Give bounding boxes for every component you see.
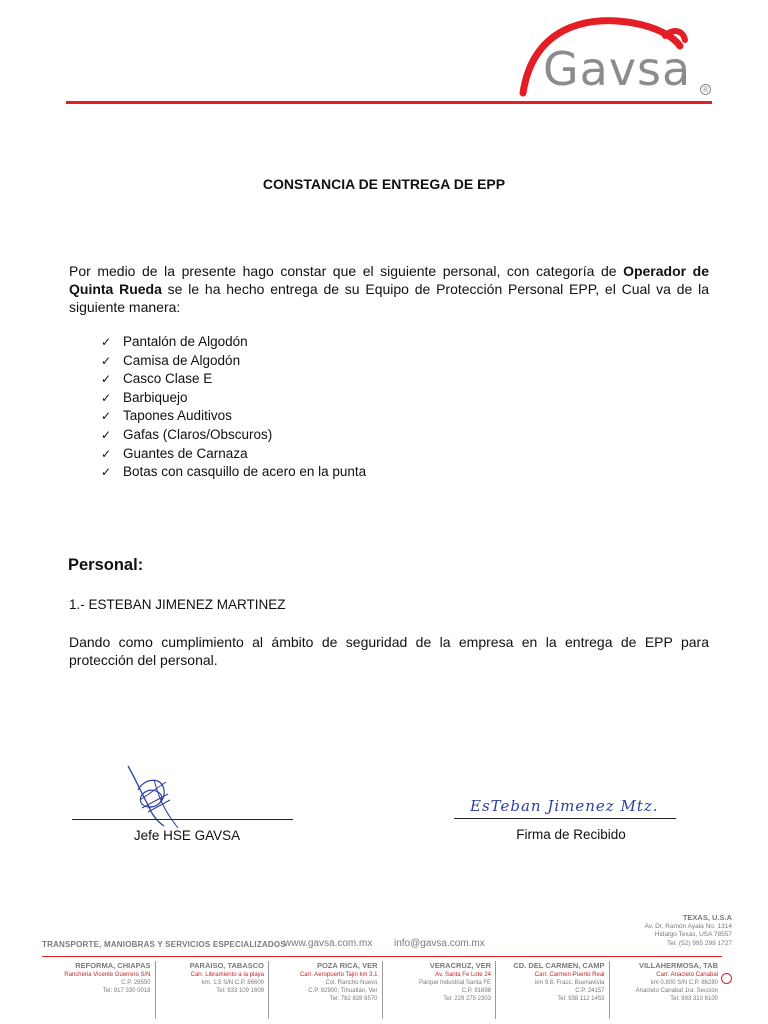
- check-icon: ✓: [101, 446, 112, 461]
- office-block: [268, 961, 382, 1019]
- list-item-label: Camisa de Algodón: [123, 352, 241, 368]
- signature-line-right: [454, 818, 676, 819]
- office-phone: Tel: 938 112 1453: [557, 996, 605, 1002]
- office-address-line: Col. Rancho Nuevo: [325, 980, 378, 986]
- footer-offices: [42, 961, 722, 1019]
- office-block: [382, 961, 496, 1019]
- office-address-line: C.P. 24157: [575, 988, 605, 994]
- company-logo: Gavsa: [543, 42, 692, 96]
- office-address-line: Rancheria Vicente Guerrero S/N: [64, 972, 151, 978]
- office-block: [495, 961, 609, 1019]
- footer-texas-office: [645, 914, 732, 948]
- signature-line-left: [72, 819, 293, 820]
- office-city: VERACRUZ, VER: [429, 961, 491, 970]
- office-address-line: Av. Santa Fe Lote 24: [435, 972, 491, 978]
- check-icon: ✓: [101, 372, 112, 387]
- intro-paragraph: [69, 262, 709, 316]
- office-address-line: Hidalgo Texas, USA 78557: [654, 931, 732, 938]
- office-address-line: Parque Industrial Santa FE: [418, 980, 491, 986]
- list-item-label: Gafas (Claros/Obscuros): [123, 426, 273, 442]
- office-city: TEXAS, U.S.A: [682, 913, 732, 922]
- office-address-line: Carr. Anacleto Canabal: [656, 972, 718, 978]
- office-address-line: km. 1.5 S/N C.P. 86600: [201, 980, 264, 986]
- office-city: PARAISO, TABASCO: [189, 961, 264, 970]
- office-address-line: C.P. 92900, Tihuatlán, Ver: [308, 988, 378, 994]
- office-block: [609, 961, 723, 1019]
- list-item: [101, 407, 366, 426]
- list-item-label: Botas con casquillo de acero en la punta: [123, 464, 367, 480]
- office-address-line: km 9.8, Fracc. Buenavista: [535, 980, 605, 986]
- check-icon: ✓: [101, 427, 112, 442]
- office-city: CD. DEL CARMEN, CAMP: [513, 961, 605, 970]
- intro-text-end: se le ha hecho entrega de su Equipo de Protección Personal EPP, el Cual va de la siguiente manera:: [69, 281, 709, 315]
- intro-category: Operador de Quinta Rueda: [69, 263, 709, 297]
- list-item-label: Pantalón de Algodón: [123, 334, 248, 349]
- registered-mark: ®: [700, 84, 711, 95]
- office-address-line: Carr. Aeropuerto Tajin km 3.1: [299, 972, 378, 978]
- check-icon: ✓: [101, 335, 112, 349]
- footer-circle-icon: [721, 973, 732, 984]
- list-item: [101, 333, 366, 352]
- office-phone: Tel: 782 828 6570: [329, 996, 378, 1002]
- list-item-label: Casco Clase E: [123, 371, 213, 387]
- office-address-line: Carr. Libramiento a la playa: [190, 972, 264, 978]
- closing-paragraph: Dando como cumplimiento al ámbito de seguridad de la empresa en la entrega de EPP para protección del personal.: [69, 634, 709, 668]
- office-address-line: Carr. Carmen-Puerto Real: [534, 972, 605, 978]
- footer-rule: [42, 956, 722, 957]
- footer-website: www.gavsa.com.mx: [284, 938, 373, 949]
- list-item: [101, 426, 366, 445]
- check-icon: ✓: [101, 465, 112, 480]
- document-title: CONSTANCIA DE ENTREGA DE EPP: [262, 176, 506, 192]
- handwritten-signature: EsTeban Jimenez Mtz.: [470, 797, 659, 815]
- check-icon: ✓: [101, 390, 112, 405]
- office-phone: Tel: (52) 995 299 1727: [666, 939, 732, 947]
- office-city: REFORMA, CHIAPAS: [75, 961, 151, 970]
- footer-company-name: TRANSPORTE, MANIOBRAS Y SERVICIOS ESPECIALIZADOS: [42, 940, 286, 949]
- epp-item-list: [101, 333, 366, 482]
- office-block: [42, 961, 155, 1019]
- list-item-label: Tapones Auditivos: [123, 408, 232, 424]
- intro-text-start: Por medio de la presente hago constar que el siguiente personal, con categoría de: [69, 263, 624, 279]
- signature-label-right: Firma de Recibido: [516, 827, 626, 842]
- office-phone: Tel: 229 275 2303: [443, 996, 491, 1002]
- list-item: [101, 370, 366, 389]
- check-icon: ✓: [101, 353, 112, 368]
- list-item: [101, 445, 366, 464]
- list-item-label: Guantes de Carnaza: [123, 445, 248, 461]
- office-city: POZA RICA, VER: [316, 961, 378, 970]
- list-item: [101, 463, 366, 482]
- office-address-line: C.P. 91698: [461, 988, 491, 994]
- office-address-line: C.P. 29550: [121, 980, 151, 986]
- office-block: [155, 961, 269, 1019]
- personnel-entry: 1.- ESTEBAN JIMENEZ MARTINEZ: [69, 597, 286, 612]
- signature-label-left: Jefe HSE GAVSA: [133, 828, 241, 843]
- list-item-label: Barbiquejo: [123, 389, 188, 405]
- office-phone: Tel: 933 109 1609: [216, 988, 264, 994]
- office-phone: Tel: 993 310 6100: [670, 996, 718, 1002]
- footer-email: info@gavsa.com.mx: [394, 938, 485, 949]
- office-address-line: Anacleto Canabal 1ra. Sección: [635, 988, 718, 994]
- list-item: [101, 352, 366, 371]
- header-rule: [66, 101, 712, 104]
- list-item: [101, 389, 366, 408]
- check-icon: ✓: [101, 409, 112, 424]
- office-city: VILLAHERMOSA, TAB: [638, 961, 718, 970]
- personal-heading: Personal:: [68, 556, 144, 574]
- office-address-line: Av. Dr. Ramón Ayala No. 1314: [644, 922, 732, 930]
- office-phone: Tel: 917 330 0018: [102, 988, 151, 994]
- office-address-line: km 0.800 S/N C.P. 86280: [650, 980, 718, 986]
- footer: [42, 914, 732, 1020]
